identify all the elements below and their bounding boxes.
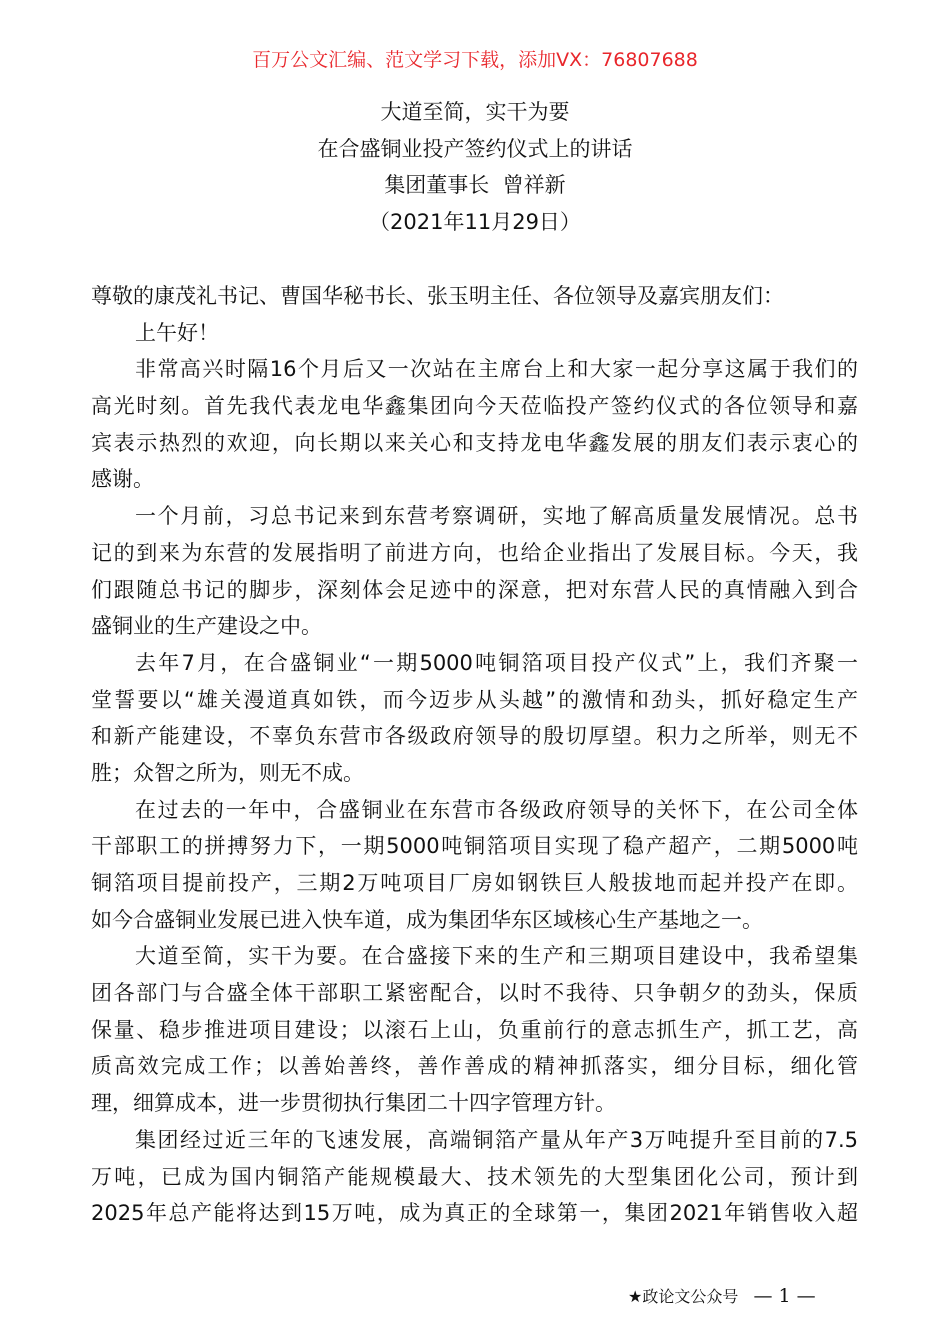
title-subtitle: 在合盛铜业投产签约仪式上的讲话 bbox=[317, 136, 633, 161]
title-main: 大道至简，实干为要 bbox=[380, 100, 570, 124]
footer-source: ★政论文公众号 bbox=[628, 1287, 739, 1306]
paragraph-line: 非常高兴时隔16个月后又一次站在主席台上和大家一起分享这属于我们的 bbox=[135, 357, 858, 382]
paragraph-line: 2025年总产能将达到15万吨，成为真正的全球第一，集团2021年销售收入超 bbox=[91, 1201, 858, 1226]
paragraph-line: 去年7月，在合盛铜业“一期5000吨铜箔项目投产仪式”上，我们齐聚一 bbox=[135, 650, 858, 675]
paragraph-line: 一个月前，习总书记来到东营考察调研，实地了解高质量发展情况。总书 bbox=[135, 504, 858, 529]
paragraph-line: 感谢。 bbox=[91, 467, 154, 492]
page-footer bbox=[628, 1282, 816, 1311]
paragraph-line: 胜；众智之所为，则无不成。 bbox=[91, 760, 364, 785]
paragraph-line: 高光时刻。首先我代表龙电华鑫集团向今天莅临投产签约仪式的各位领导和嘉 bbox=[91, 394, 858, 419]
watermark-banner: 百万公文汇编、范文学习下载，添加VX：76807688 bbox=[252, 49, 698, 71]
page-number: — 1 — bbox=[753, 1285, 816, 1307]
speaker: 集团董事长 曾祥新 bbox=[384, 173, 566, 198]
paragraph bbox=[91, 351, 858, 498]
paragraph-line: 们跟随总书记的脚步，深刻体会足迹中的深意，把对东营人民的真情融入到合 bbox=[91, 577, 858, 602]
paragraph bbox=[91, 1122, 858, 1232]
paragraph-line: 和新产能建设，不辜负东营市各级政府领导的殷切厚望。积力之所举，则无不 bbox=[91, 724, 858, 749]
paragraph-line: 如今合盛铜业发展已进入快车道，成为集团华东区域核心生产基地之一。 bbox=[91, 907, 763, 932]
paragraph bbox=[91, 278, 858, 315]
paragraph-line: 大道至简，实干为要。在合盛接下来的生产和三期项目建设中，我希望集 bbox=[135, 944, 858, 969]
document-body bbox=[91, 278, 858, 1232]
paragraph-line: 团各部门与合盛全体干部职工紧密配合，以时不我待、只争朝夕的劲头，保质 bbox=[91, 981, 858, 1006]
paragraph bbox=[91, 315, 858, 352]
paragraph-line: 在过去的一年中，合盛铜业在东营市各级政府领导的关怀下，在公司全体 bbox=[135, 797, 858, 822]
paragraph bbox=[91, 792, 858, 939]
document-title-block bbox=[0, 94, 950, 241]
paragraph-line: 记的到来为东营的发展指明了前进方向，也给企业指出了发展目标。今天，我 bbox=[91, 540, 858, 565]
paragraph-line: 铜箔项目提前投产，三期2万吨项目厂房如钢铁巨人般拔地而起并投产在即。 bbox=[91, 871, 858, 895]
paragraph-line: 盛铜业的生产建设之中。 bbox=[91, 614, 322, 639]
paragraph-line: 保量、稳步推进项目建设；以滚石上山，负重前行的意志抓生产，抓工艺，高 bbox=[91, 1017, 858, 1042]
paragraph-line: 上午好！ bbox=[135, 320, 219, 345]
paragraph-line: 堂誓要以“雄关漫道真如铁，而今迈步从头越”的激情和劲头，抓好稳定生产 bbox=[91, 687, 858, 712]
paragraph bbox=[91, 645, 858, 792]
paragraph-line: 集团经过近三年的飞速发展，高端铜箔产量从年产3万吨提升至目前的7.5 bbox=[135, 1127, 858, 1152]
paragraph-line: 宾表示热烈的欢迎，向长期以来关心和支持龙电华鑫发展的朋友们表示衷心的 bbox=[91, 430, 858, 455]
date: （2021年11月29日） bbox=[369, 210, 581, 235]
paragraph-line: 干部职工的拼搏努力下，一期5000吨铜箔项目实现了稳产超产，二期5000吨 bbox=[91, 834, 858, 859]
paragraph-line: 质高效完成工作；以善始善终，善作善成的精神抓落实，细分目标，细化管 bbox=[91, 1054, 858, 1079]
paragraph bbox=[91, 498, 858, 645]
paragraph-line: 理，细算成本，进一步贯彻执行集团二十四字管理方针。 bbox=[91, 1091, 616, 1116]
paragraph-line: 万吨，已成为国内铜箔产能规模最大、技术领先的大型集团化公司，预计到 bbox=[91, 1164, 858, 1189]
paragraph-line: 尊敬的康茂礼书记、曹国华秘书长、张玉明主任、各位领导及嘉宾朋友们： bbox=[91, 284, 784, 308]
paragraph bbox=[91, 938, 858, 1121]
